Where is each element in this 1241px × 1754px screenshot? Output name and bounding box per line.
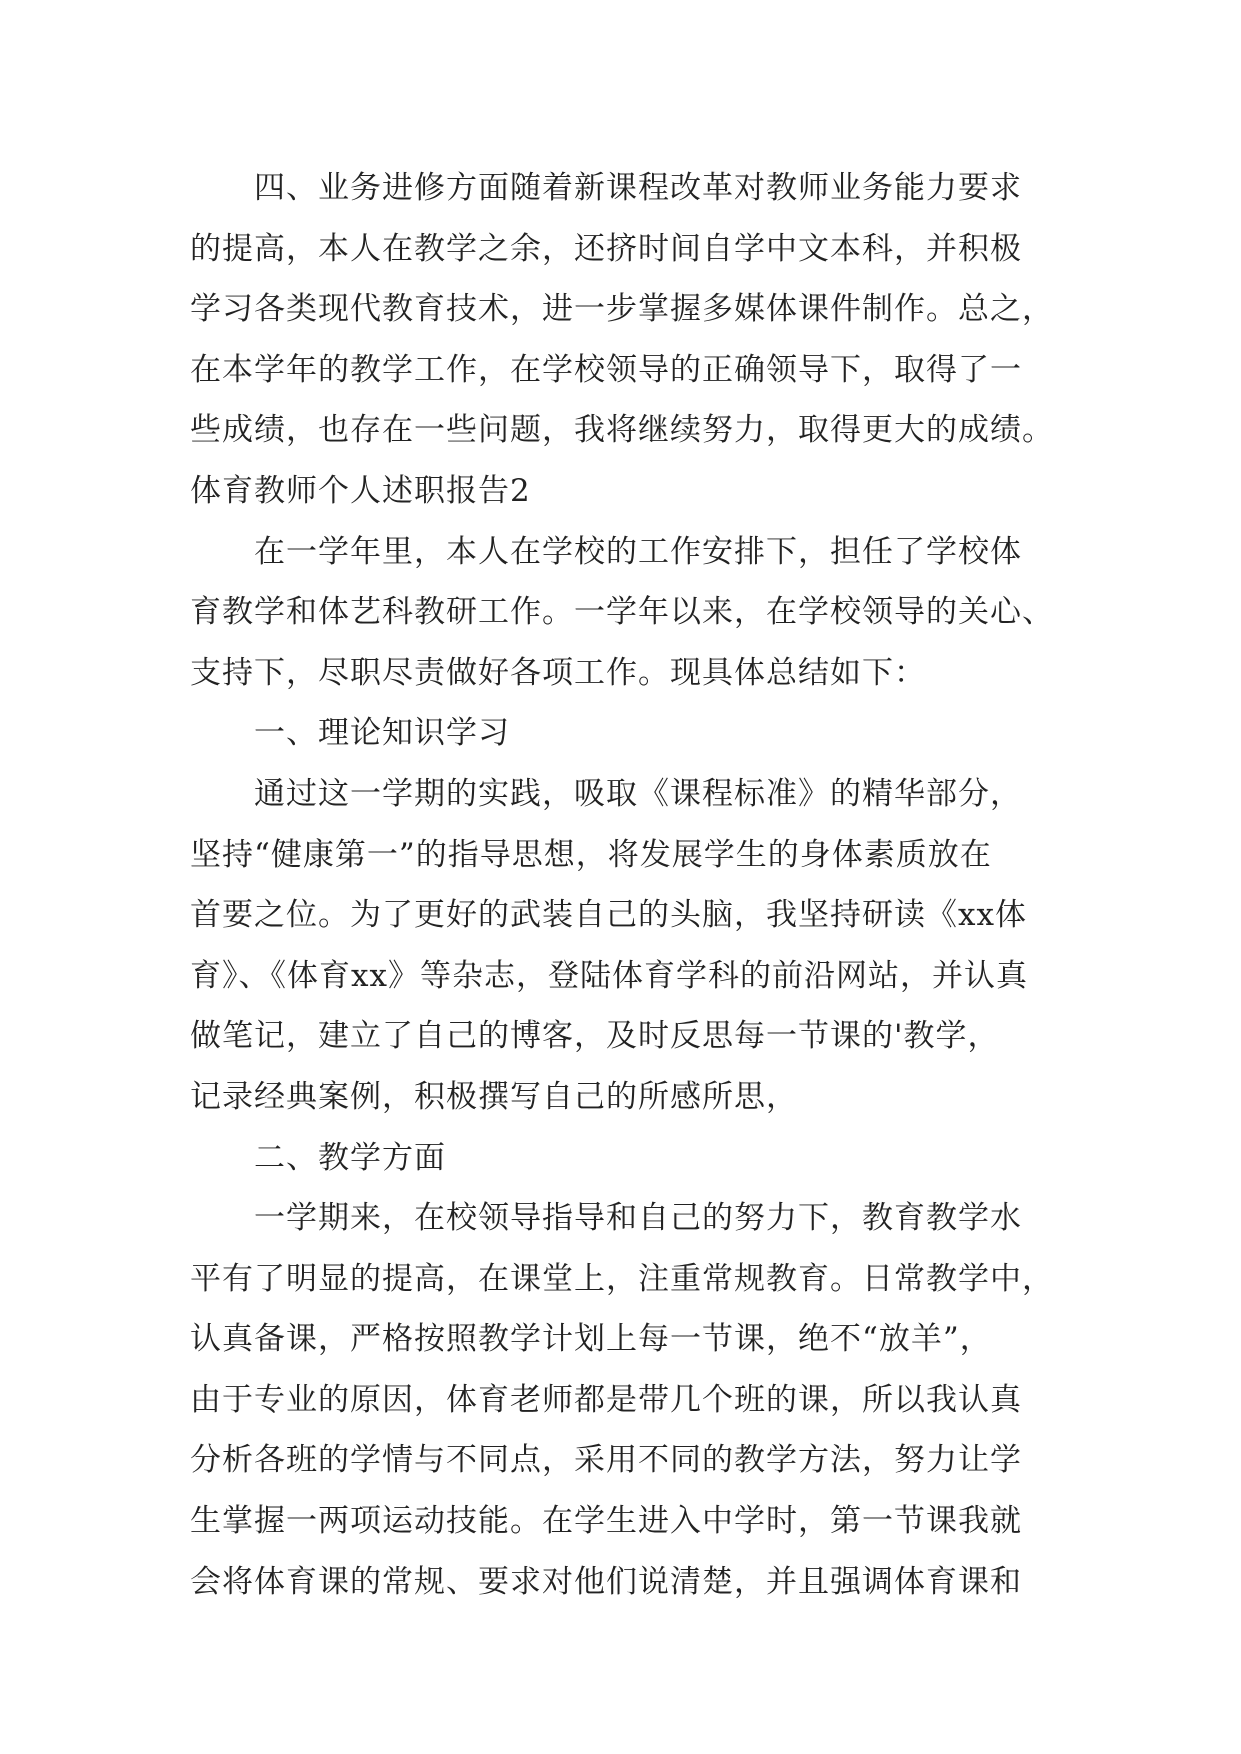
- text-line: 坚持“健康第一”的指导思想，将发展学生的身体素质放在: [190, 836, 992, 873]
- text-line: 通过这一学期的实践，吸取《课程标准》的精华部分，: [254, 775, 1022, 812]
- text-line: 二、教学方面: [254, 1139, 446, 1176]
- text-line: 一、理论知识学习: [254, 715, 510, 752]
- text-line: 认真备课，严格按照教学计划上每一节课，绝不“放羊”，: [190, 1321, 992, 1358]
- text-line: 体育教师个人述职报告2: [190, 472, 531, 509]
- text-line: 在一学年里，本人在学校的工作安排下，担任了学校体: [254, 533, 1022, 570]
- text-line: 支持下，尽职尽责做好各项工作。现具体总结如下：: [190, 654, 926, 691]
- text-line: 分析各班的学情与不同点，采用不同的教学方法，努力让学: [190, 1442, 1022, 1479]
- text-line: 育教学和体艺科教研工作。一学年以来，在学校领导的关心、: [190, 594, 1054, 631]
- text-line: 由于专业的原因，体育老师都是带几个班的课，所以我认真: [190, 1381, 1022, 1418]
- document-body: [190, 158, 1070, 1612]
- text-line: 一学期来，在校领导指导和自己的努力下，教育教学水: [254, 1200, 1022, 1237]
- text-line: 些成绩，也存在一些问题，我将继续努力，取得更大的成绩。: [190, 412, 1054, 449]
- text-line: 首要之位。为了更好的武装自己的头脑，我坚持研读《xx体: [190, 897, 1027, 934]
- text-line: 四、业务进修方面随着新课程改革对教师业务能力要求: [254, 170, 1022, 206]
- text-line: 育》、《体育xx》等杂志，登陆体育学科的前沿网站，并认真: [190, 957, 1028, 994]
- text-line: 做笔记，建立了自己的博客，及时反思每一节课的'教学，: [190, 1018, 1000, 1055]
- text-line: 学习各类现代教育技术，进一步掌握多媒体课件制作。总之，: [190, 291, 1054, 328]
- text-line: 平有了明显的提高，在课堂上，注重常规教育。日常教学中，: [190, 1260, 1054, 1297]
- text-line: 的提高，本人在教学之余，还挤时间自学中文本科，并积极: [190, 230, 1022, 267]
- text-line: 记录经典案例，积极撰写自己的所感所思，: [190, 1078, 798, 1115]
- text-line: 生掌握一两项运动技能。在学生进入中学时，第一节课我就: [190, 1503, 1022, 1540]
- text-line: 在本学年的教学工作，在学校领导的正确领导下，取得了一: [190, 351, 1022, 388]
- text-line: 会将体育课的常规、要求对他们说清楚，并且强调体育课和: [190, 1563, 1022, 1600]
